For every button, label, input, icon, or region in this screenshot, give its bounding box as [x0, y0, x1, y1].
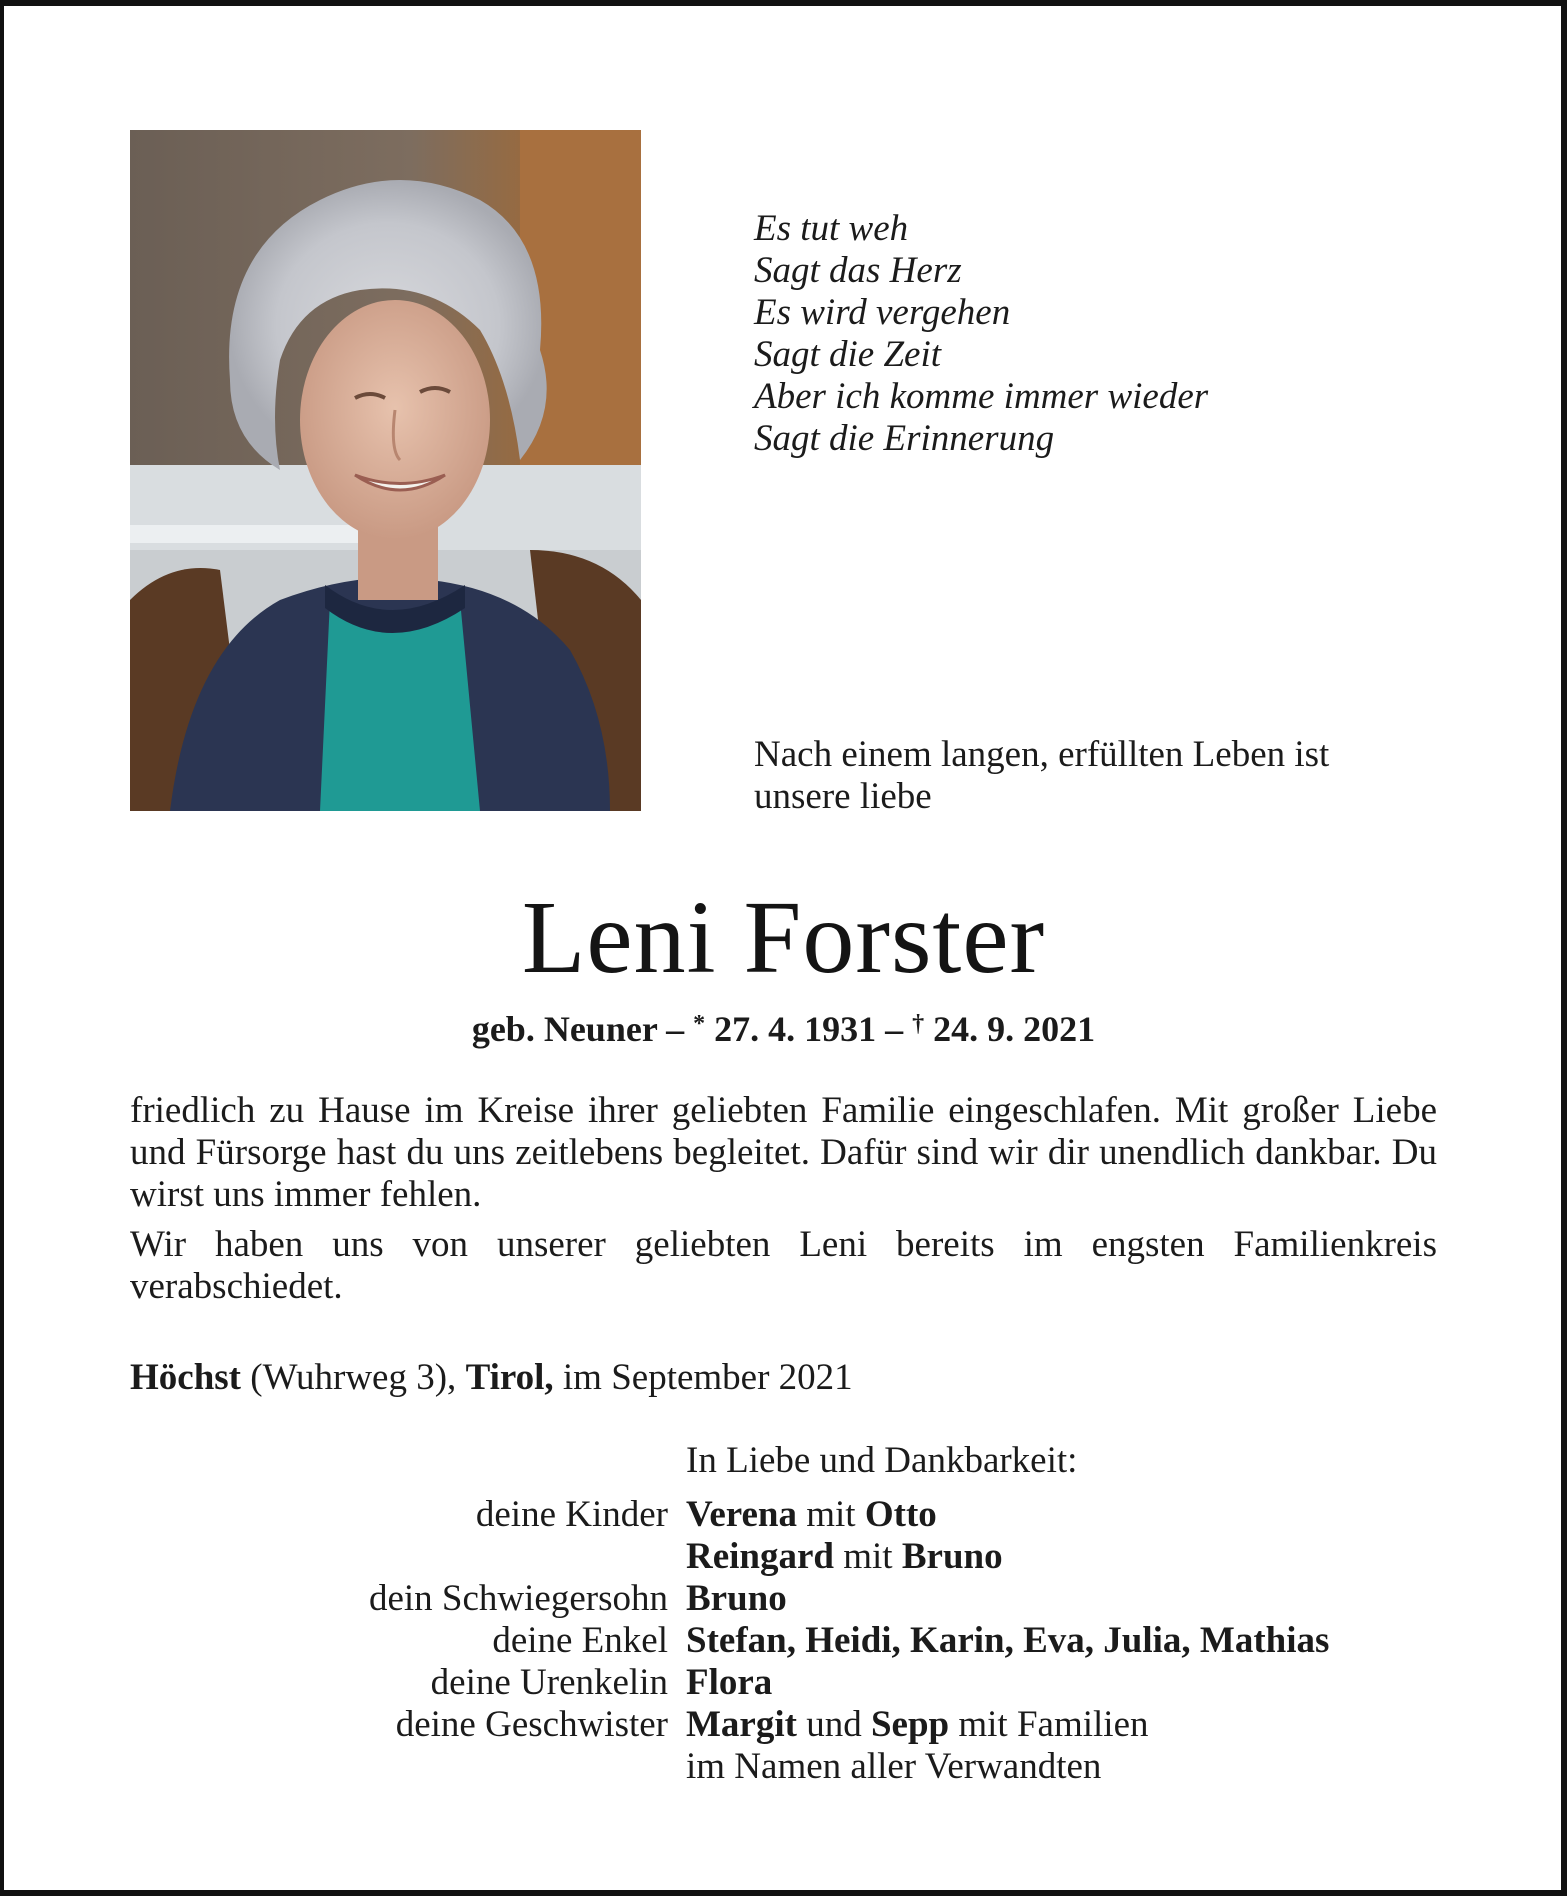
family-connector: mit [834, 1536, 902, 1577]
family-members [668, 1494, 937, 1536]
poem-line: Sagt das Herz [754, 250, 962, 291]
life-dates [0, 1002, 1567, 1051]
family-relation: dein Schwiegersohn [368, 1578, 668, 1619]
family-member-name: Margit [686, 1704, 797, 1745]
birth-date: 27. 4. 1931 [705, 1009, 877, 1049]
town: Höchst [130, 1357, 241, 1398]
family-connector: und [796, 1704, 871, 1745]
intro-line: Nach einem langen, erfüllten Leben ist [754, 734, 1330, 775]
family-member-name: Reingard [686, 1536, 834, 1577]
poem-line: Sagt die Erinnerung [754, 418, 1055, 459]
dash: – [657, 1009, 694, 1049]
family-row [130, 1620, 1460, 1662]
poem-line: Aber ich komme immer wieder [754, 376, 1209, 417]
family-row [130, 1662, 1460, 1704]
obituary-paragraph: friedlich zu Hause im Kreise ihrer geliebten Familie eingeschlafen. Mit großer Liebe und Fürsorge hast du uns zeitlebens begleitet. Dafür sind wir dir unendlich dankbar. Du wirst uns immer fehlen. [130, 1090, 1437, 1215]
family-relation [130, 1536, 668, 1578]
dash: – [876, 1009, 913, 1049]
family-relation [130, 1746, 668, 1788]
family-member-name: Bruno [686, 1578, 787, 1619]
family-row [130, 1578, 1460, 1620]
thanks-heading: In Liebe und Dankbarkeit: [686, 1440, 1078, 1481]
deceased-name: Leni Forster [521, 880, 1046, 995]
place-date-line [130, 1356, 853, 1400]
family-relation: deine Urenkelin [430, 1662, 668, 1703]
family-members [668, 1704, 1149, 1746]
family-connector: im Namen aller Verwandten [686, 1746, 1102, 1787]
family-row [130, 1704, 1460, 1746]
family-members [668, 1578, 787, 1620]
family-member-name: Bruno [901, 1536, 1003, 1577]
family-row [130, 1536, 1460, 1578]
poem-line: Sagt die Zeit [754, 334, 942, 375]
family-relation: deine Enkel [492, 1620, 668, 1661]
poem-line: Es wird vergehen [754, 292, 1011, 333]
family-relation: deine Geschwister [395, 1704, 668, 1745]
maiden-name: geb. Neuner [471, 1009, 658, 1049]
family-member-name: Sepp [870, 1704, 950, 1745]
family-members [668, 1662, 772, 1704]
family-members [668, 1620, 1329, 1662]
birth-star: * [693, 1011, 706, 1037]
family-member-name: Flora [686, 1662, 773, 1703]
family-members [668, 1746, 1101, 1788]
poem-line: Es tut weh [754, 208, 909, 249]
month-year: im September 2021 [553, 1357, 853, 1398]
family-member-name: Verena [686, 1494, 797, 1535]
intro-text [754, 734, 1454, 818]
obituary-paragraph: Wir haben uns von unserer geliebten Leni bereits im engsten Familienkreis verabschiedet. [130, 1224, 1437, 1307]
death-date: 24. 9. 2021 [924, 1009, 1096, 1049]
portrait-illustration [130, 130, 641, 811]
family-row [130, 1746, 1460, 1788]
portrait-photo [130, 130, 641, 811]
intro-line: unsere liebe [754, 776, 932, 817]
family-relation: deine Kinder [475, 1494, 668, 1535]
memorial-poem [754, 208, 1208, 460]
family-member-name: Stefan, Heidi, Karin, Eva, Julia, Mathias [686, 1620, 1330, 1661]
family-connector: mit Familien [949, 1704, 1149, 1745]
family-list [130, 1494, 1460, 1788]
family-connector: mit [797, 1494, 865, 1535]
region: Tirol, [465, 1357, 554, 1398]
family-row [130, 1494, 1460, 1536]
street: (Wuhrweg 3), [241, 1357, 466, 1398]
family-member-name: Otto [864, 1494, 937, 1535]
death-cross: † [912, 1011, 925, 1037]
obituary-text [130, 1090, 1437, 1316]
family-members [668, 1536, 1003, 1578]
